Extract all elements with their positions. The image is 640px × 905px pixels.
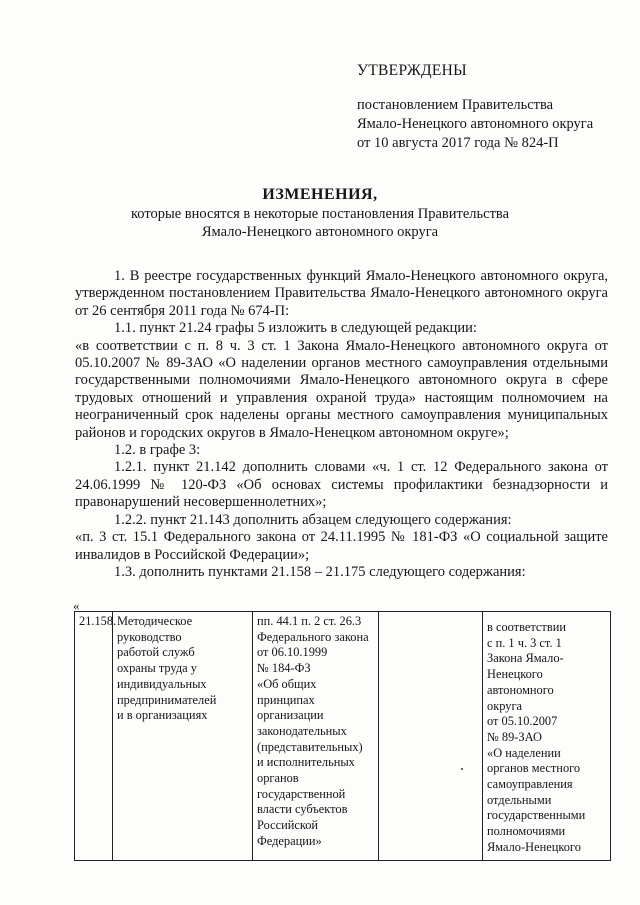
- cell-line: Российской: [257, 818, 319, 833]
- document-body: [75, 268, 608, 581]
- paragraph: 1. В реестре государственных функций Ямало-Ненецкого автономного округа, утвержденном постановлением Правительства Ямало-Ненецкого автономного округа от 26 сентября 2011 года № 674-П:: [75, 268, 608, 319]
- authority-cell: [483, 612, 611, 861]
- cell-line: Закона Ямало-: [487, 651, 564, 666]
- row-number-cell: 21.158.: [75, 612, 113, 861]
- cell-line: организации: [257, 708, 324, 723]
- cell-line: индивидуальных: [117, 676, 207, 691]
- cell-line: законодательных: [257, 723, 347, 738]
- cell-line: «Об общих: [257, 676, 317, 691]
- table-row: [75, 612, 611, 861]
- subtitle-line: которые вносятся в некоторые постановления Правительства: [130, 206, 510, 222]
- document-subtitle: [0, 205, 640, 241]
- cell-line: № 184-ФЗ: [257, 661, 311, 676]
- subtitle-line: Ямало-Ненецкого автономного округа: [201, 224, 439, 240]
- cell-line: предпринимателей: [117, 692, 217, 707]
- cell-line: округа: [487, 698, 523, 713]
- cell-line: «О наделении: [487, 745, 561, 760]
- approval-line: постановлением Правительства: [357, 97, 554, 113]
- cell-line: от 05.10.2007: [487, 714, 558, 729]
- empty-cell: [379, 612, 483, 861]
- cell-line: Ненецкого: [487, 667, 543, 682]
- cell-line: от 06.10.1999: [257, 645, 328, 660]
- approval-line: от 10 августа 2017 года № 824-П: [357, 135, 559, 151]
- cell-line: и исполнительных: [257, 755, 355, 770]
- paragraph: 1.1. пункт 21.24 графы 5 изложить в следующей редакции:: [114, 320, 477, 337]
- cell-line: органов: [257, 771, 299, 786]
- cell-line: автономного: [487, 682, 554, 697]
- function-name-cell: [113, 612, 253, 861]
- paragraph: 1.2.2. пункт 21.143 дополнить абзацем следующего содержания:: [114, 511, 512, 528]
- cell-line: пп. 44.1 п. 2 ст. 26.3: [257, 614, 362, 628]
- approval-line: Ямало-Ненецкого автономного округа: [357, 116, 594, 132]
- cell-line: охраны труда у: [117, 661, 197, 676]
- paragraph: «п. 3 ст. 15.1 Федерального закона от 24.11.1995 № 181-ФЗ «О социальной защите инвалидов в Российской Федерации»;: [75, 529, 608, 563]
- cell-line: № 89-ЗАО: [487, 729, 542, 744]
- cell-line: полномочиями: [487, 824, 566, 839]
- opening-quote: «: [73, 598, 80, 613]
- document-title: ИЗМЕНЕНИЯ,: [262, 186, 378, 203]
- cell-line: самоуправления: [487, 777, 573, 792]
- paragraph: 1.2.1. пункт 21.142 дополнить словами «ч. 1 ст. 12 Федерального закона от 24.06.1999 № 120-ФЗ «Об основах системы профилактики безнадзорности и правонарушений несовершеннолетних»;: [75, 459, 608, 511]
- approval-heading: УТВЕРЖДЕНЫ: [357, 62, 467, 79]
- cell-line: с п. 1 ч. 3 ст. 1: [487, 635, 562, 650]
- cell-line: органов местного: [487, 761, 581, 776]
- scan-speck: [461, 768, 463, 770]
- cell-line: государственными: [487, 808, 586, 823]
- cell-line: работой служб: [117, 645, 195, 660]
- paragraph: «в соответствии с п. 8 ч. 3 ст. 1 Закона Ямало-Ненецкого автономного округа от 05.10.2007 № 89-ЗАО «О наделении органов местного самоуправления отдельными государственными полномочиями Ямало-Ненецкого автономного округа в сфере трудовых отношений и управления охраной труда» настоящим полномочием на неограниченный срок наделены органы местного самоуправления муниципальных районов и городских округов в Ямало-Ненецком автономном округе»;: [75, 337, 608, 441]
- cell-line: руководство: [117, 629, 182, 644]
- amendment-table: [74, 611, 611, 861]
- paragraph: 1.2. в графе 3:: [114, 442, 201, 459]
- cell-line: принципах: [257, 692, 315, 707]
- cell-line: Федерации»: [257, 833, 322, 848]
- cell-line: Федерального закона: [257, 629, 369, 644]
- cell-line: (представительных): [257, 739, 363, 754]
- cell-line: Методическое: [117, 614, 193, 628]
- cell-line: государственной: [257, 786, 346, 801]
- cell-line: Ямало-Ненецкого: [487, 839, 581, 854]
- cell-line: отдельными: [487, 792, 552, 807]
- paragraph: 1.3. дополнить пунктами 21.158 – 21.175 следующего содержания:: [114, 563, 526, 580]
- cell-line: в соответствии: [487, 620, 566, 634]
- legal-basis-cell: [253, 612, 379, 861]
- approval-block: [357, 62, 617, 153]
- cell-line: власти субъектов: [257, 802, 348, 817]
- cell-line: и в организациях: [117, 708, 208, 723]
